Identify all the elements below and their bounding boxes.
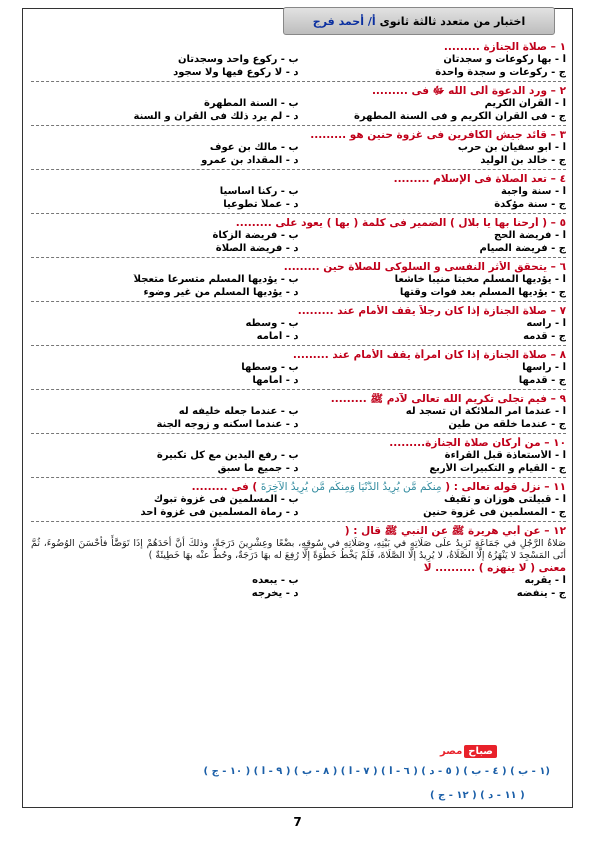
option-c: ج - فريضة الصيام [479,242,566,254]
option-b: ب - يؤديها المسلم متسرعاً متعجلاً [133,274,299,285]
page-header [283,7,555,35]
option-a: أ - سنة واجبة [501,186,566,197]
option-a: أ - رأسها [522,362,566,373]
question-7 [23,305,574,343]
meaning-question: معنى ( لا ينهزه ) .......... لا [423,562,566,574]
question-11 [23,481,574,519]
question-9 [23,393,574,431]
option-c: ج - خالد بن الوليد [480,154,566,166]
option-b: ب - المسلمين فى غزوة تبوك [153,494,299,505]
option-b: ب - وسطه [245,318,299,329]
option-d: د - المقداد بن عمرو [201,154,299,166]
question-title-start: ١١ – نزل قوله تعالى : ( [445,481,566,493]
author-name: أ/ أحمد فرج [312,14,376,28]
option-c: ج - قدمها [518,374,566,386]
question-12 [23,525,574,600]
option-c: ج - ينفضه [516,587,566,599]
watermark-brand: صباح [464,745,497,758]
question-3 [23,129,574,167]
option-c: ج - سنة مؤكدة [494,198,566,210]
option-a: أ - رأسه [526,318,566,329]
option-a: أ - ابو سفيان بن حرب [457,142,566,153]
option-a: أ - فريضة الحج [493,230,566,241]
option-a: أ - القرآن الكريم [484,98,566,109]
question-title: ٩ – فيم تجلى تكريم الله تعالى لآدم ﷺ ......... [330,393,566,405]
option-b: ب - ركناً أساسياً [219,186,299,197]
answer-key-line-2: ( ١١ - د ) ( ١٢ - ج ) [430,790,525,801]
option-b: ب - مالك بن عوف [209,142,299,153]
question-title: ١ – صلاة الجنازة ......... [443,41,566,53]
option-d: د - يخرجه [251,587,299,599]
divider [31,81,566,82]
question-title: ٤ – تعد الصلاة فى الإسلام ......... [393,173,566,185]
option-b: ب - رفع اليدين مع كل تكبيرة [156,450,299,461]
question-title-end: ) فى ......... [191,481,258,493]
question-10 [23,437,574,475]
option-b: ب - فريضة الزكاة [212,230,299,241]
option-d: د - جميع ما سبق [217,462,299,474]
option-b: ب - ركوع واحد وسجدتان [177,54,299,65]
divider [31,169,566,170]
question-2 [23,85,574,123]
question-1 [23,41,574,79]
question-4 [23,173,574,211]
option-d: د - لا ركوع فيها ولا سجود [173,66,299,78]
option-c: ج - يؤديها المسلم بعد فوات وقتها [399,286,566,298]
question-title: ١٢ – عن أبي هريرة ﷺ عن النبي ﷺ قال : ( [344,525,566,537]
question-title: ٦ – يتحقق الأثر النفسى و السلوكى للصلاة حين ......... [283,261,566,273]
question-8 [23,349,574,387]
option-b: ب - عندما جعله خليفه له [178,406,299,417]
option-a: أ - يقربه [524,575,566,586]
divider [31,477,566,478]
divider [31,301,566,302]
option-c: ج - القيام و التكبيرات الأربع [429,462,566,474]
question-title: ٢ – ورد الدعوة ألى الله ﷻ فى ......... [371,85,566,97]
option-d: د - عملاً تطوعياً [223,198,299,210]
divider [31,213,566,214]
option-d: د - أمامها [252,374,299,386]
hadith-text: صَلاةُ الرَّجُلِ في جَمَاعَةٍ تَزِيدُ علَى صَلَاتِهِ في بَيْتِهِ، وصَلَاتِهِ في سُوقِهِ، بضْعًا وعِشْرِينَ دَرَجَةً، وذلكَ أنَّ أحَدَهُمْ إذَا تَوَضَّأَ فأحْسَنَ الوُضُوءَ، ثُمَّ أتَى المَسْجِدَ لا يَنْهَزُهُ إلَّا الصَّلَاةُ، لا يُرِيدُ إلَّا الصَّلَاةَ، فَلَمْ يَخْطُ خَطْوَةً إلَّا رُفِعَ له بهَا دَرَجَةٌ، وحُطَّ عنْه بهَا خَطِيئَةٌ ) [31,538,566,561]
question-title: ٧ – صلاة الجنازة إذا كان رجلاً يقف الأمام عند ......... [297,305,566,317]
option-c: ج - قدمه [523,330,566,342]
option-d: د - يؤديها المسلم من غير وضوء [143,286,299,298]
quran-verse: مِنكُم مَّن يُرِيدُ الدُّنْيَا وَمِنكُم مَّن يُرِيدُ الْآخِرَةَ [260,481,442,493]
answer-key-line-1: (١ - ب ) ( ٤ - ب ) ( ٥ - د ) ( ٦ - أ ) ( ٧ - أ ) ( ٨ - ب ) ( ٩ - أ ) ( ١٠ - ج ) [203,766,550,777]
option-c: ج - فى القرآن الكريم و فى السنة المطهرة [354,110,566,122]
watermark-logo [440,745,497,758]
question-6 [23,261,574,299]
divider [31,433,566,434]
question-title [31,481,566,494]
option-c: ج - المسلمين فى غزوة حنين [423,506,566,518]
option-d: د - لم يرد ذلك فى القرآن و السنة [133,110,299,122]
option-b: ب - وسطها [241,362,299,373]
divider [31,345,566,346]
option-b: ب - يبعده [252,575,299,586]
questions-list [23,41,574,600]
option-d: د - عندما اسكنه و زوجه الجنة [156,418,299,430]
divider [31,389,566,390]
option-a: أ - يؤديها المسلم مخبتاً منيباً خاشعاً [394,274,566,285]
option-d: د - أمامه [256,330,299,342]
question-title: ٣ – قائد جيش الكافرين فى غزوة حنين هو ......... [310,129,566,141]
watermark-country: مصر [440,746,463,757]
divider [31,125,566,126]
exam-title: اختبار من متعدد ثالثة ثانوى [379,14,526,28]
question-title: ٨ – صلاة الجنازة إذا كان امرأة يقف الأمام عند ......... [292,349,566,361]
question-title: ١٠ – من أركان صلاة الجنازة......... [389,437,566,449]
option-d: د - فريضة الصلاة [215,242,299,254]
option-a: أ - الأستعاذة قبل القراءة [444,450,566,461]
question-5 [23,217,574,255]
divider [31,521,566,522]
option-a: أ - بها ركوعات و سجدتان [443,54,566,65]
option-d: د - رماة المسلمين فى غزوة أحد [140,506,299,518]
page-number: 7 [293,815,302,829]
option-a: أ - قبيلتى هوزان و ثقيف [443,494,566,505]
divider [31,257,566,258]
option-c: ج - ركوعات و سجدة واحدة [435,66,566,78]
option-c: ج - عندما خلقه من طين [448,418,566,430]
option-b: ب - السنة المطهرة [203,98,299,109]
page-frame [22,8,573,808]
option-a: أ - عندما أمر الملائكة أن تسجد له [405,406,566,417]
question-title: ٥ – ( أرحنا بها يا بلال ) الضمير فى كلمة ( بها ) يعود على ......... [235,217,566,229]
